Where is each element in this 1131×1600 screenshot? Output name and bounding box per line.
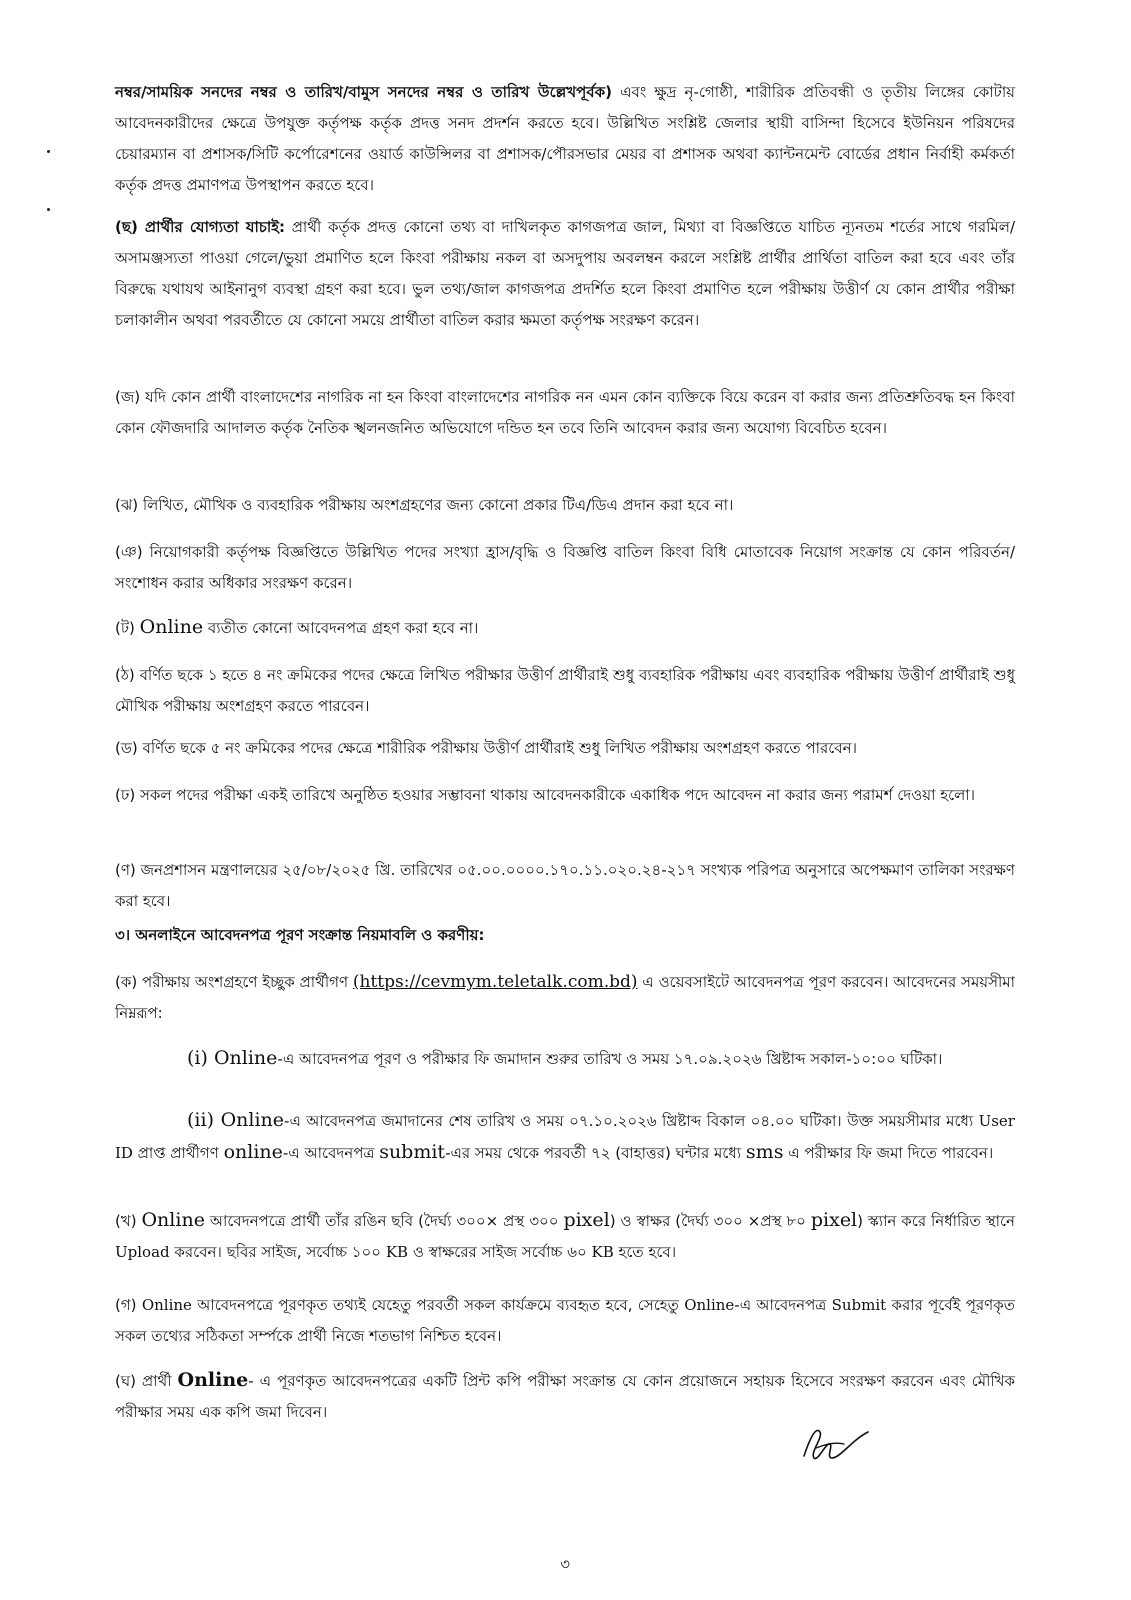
section3-gha-paragraph	[115, 1365, 1015, 1428]
section3-kha-text-3: ) স্ক্যান করে নির্ধারিত স্থানে	[857, 1212, 1015, 1230]
section3-heading: ৩। অনলাইনে আবেদনপত্র পূরণ সংক্রান্ত নিয়মাবলি ও করণীয়:	[115, 926, 485, 944]
section3-kha-online: Online	[141, 1209, 205, 1231]
item-tha-paragraph: (ঠ) বর্ণিত ছকে ১ হতে ৪ নং ক্রমিকের পদের ক্ষেত্রে লিখিত পরীক্ষার উত্তীর্ণ প্রার্থীরাই শুধু ব্যবহারিক পরীক্ষায় এবং ব্যবহারিক পরীক্ষায় উত্তীর্ণ প্রার্থীরাই শুধু মৌখিক পরীক্ষায় অংশগ্রহণ করতে পারবেন।	[115, 666, 1015, 715]
section3-ga-submit: Submit	[831, 1296, 887, 1314]
intro-text: এবং ক্ষুদ্র নৃ-গোষ্ঠী, শারীরিক প্রতিবন্ধী ও তৃতীয় লিঙ্গের কোটায় আবেদনকারীদের ক্ষেত্রে উপযুক্ত কর্তৃপক্ষ কর্তৃক প্রদত্ত সনদ প্রদর্শন করতে হবে। উল্লিখিত সংশ্লিষ্ট জেলার স্থায়ী বাসিন্দা হিসেবে ইউনিয়ন পরিষদের চেয়ারম্যান বা প্রশাসক/সিটি কর্পোরেশনের ওয়ার্ড কাউন্সিলর বা প্রশাসক/পৌরসভার মেয়র বা প্রশাসক অথবা ক্যান্টনমেন্ট বোর্ডের প্রধান নির্বাহী কর্মকর্তা কর্তৃক প্রদত্ত প্রমাণপত্র উপস্থাপন করতে হবে।	[115, 83, 1016, 194]
section3-ii-sms: sms	[745, 1141, 784, 1163]
section3-gha-text: - এ পূরণকৃত আবেদনপত্রের একটি প্রিন্ট কপি পরীক্ষা সংক্রান্ত যে কোন প্রয়োজনে সহায়ক হিসেবে সংরক্ষণ করবেন এবং মৌখিক পরীক্ষার সময় এক কপি জমা দিবেন।	[115, 1372, 1015, 1421]
section3-i-num: (i)	[187, 1047, 214, 1069]
section3-kha-paragraph	[115, 1205, 1015, 1268]
section3-kha-text-2: ) ও স্বাক্ষর (দৈর্ঘ্য ৩০০ ×প্রস্থ ৮০	[609, 1212, 811, 1230]
signature	[796, 1418, 876, 1468]
section3-ga-text-3: করার পূর্বেই পূরণকৃত সকল তথ্যের সঠিকতা সর্ম্পকে প্রার্থী নিজে শতভাগ নিশ্চিত হবেন।	[115, 1296, 1015, 1345]
section3-ga-text-2: -এ আবেদনপত্র	[734, 1296, 832, 1314]
section3-kha-kb-2: KB	[591, 1243, 614, 1261]
section3-ii-online2: online	[223, 1141, 283, 1163]
section3-ka-prefix: (ক) পরীক্ষায় অংশগ্রহণে ইচ্ছুক প্রার্থীগণ	[115, 973, 353, 991]
section3-ka-text: এ ওয়েবসাইটে আবেদনপত্র পূরণ করবেন। আবেদনের সময়সীমা নিম্নরূপ:	[115, 973, 1015, 1022]
margin-mark	[47, 208, 50, 211]
section3-i-online: Online	[213, 1047, 278, 1069]
section3-ii-submit: submit	[379, 1141, 446, 1163]
section3-kha-text-1: আবেদনপত্রে প্রার্থী তাঁর রঙিন ছবি (দৈর্ঘ্য ৩০০× প্রস্থ ৩০০	[204, 1212, 564, 1230]
section3-kha-pixel-1: pixel	[563, 1209, 610, 1231]
section3-kha-pixel-2: pixel	[810, 1209, 858, 1231]
item-na-paragraph: (ণ) জনপ্রশাসন মন্ত্রণালয়ের ২৫/০৮/২০২৫ খ্রি. তারিখের ০৫.০০.০০০০.১৭০.১১.০২০.২৪-২১৭ সংখ্যক পরিপত্র অনুসারে অপেক্ষমাণ তালিকা সংরক্ষণ করা হবে।	[115, 861, 1015, 910]
section3-ga-paragraph	[115, 1290, 1015, 1352]
item-cha-text: প্রার্থী কর্তৃক প্রদত্ত কোনো তথ্য বা দাখিলকৃত কাগজপত্র জাল, মিথ্যা বা বিজ্ঞপ্তিতে যাচিত ন্যূনতম শর্তের সাথে গরমিল/অসামঞ্জস্যতা পাওয়া গেলে/ভুয়া প্রমাণিত হলে কিংবা পরীক্ষায় নকল বা অসদুপায় অবলম্বন করলে সংশ্লিষ্ট প্রার্থীর প্রার্থিতা বাতিল করা হবে এবং তাঁর বিরুদ্ধে যথাযথ আইনানুগ ব্যবস্থা গ্রহণ করা হবে। ভুল তথ্য/জাল কাগজপত্র প্রদর্শিত হলে কিংবা প্রমাণিত হলে পরীক্ষায় উত্তীর্ণ যে কোন প্রার্থীর পরীক্ষা চলাকালীন অথবা পরবর্তীতে যে কোনো সময়ে প্রার্থীতা বাতিল করার ক্ষমতা কর্তৃপক্ষ সংরক্ষণ করেন।	[115, 218, 1015, 329]
item-ja-paragraph: (জ) যদি কোন প্রার্থী বাংলাদেশের নাগরিক না হন কিংবা বাংলাদেশের নাগরিক নন এমন কোন ব্যক্তিকে বিয়ে করেন বা করার জন্য প্রতিশ্রুতিবদ্ধ হন কিংবা কোন ফৌজদারি আদালত কর্তৃক নৈতিক স্খলনজনিত অভিযোগে দন্ডিত হন তবে তিনি আবেদন করার জন্য অযোগ্য বিবেচিত হবেন।	[115, 388, 1015, 437]
section3-ga-online2: Online	[684, 1296, 735, 1314]
section3-ii-userid: User ID	[115, 1112, 1015, 1162]
section3-kha-text-6: হতে হবে।	[613, 1243, 677, 1261]
section3-gha-prefix: (ঘ) প্রার্থী	[115, 1372, 178, 1390]
teletalk-url-link[interactable]: (https://cevmym.teletalk.com.bd)	[352, 972, 638, 992]
item-dha-paragraph: (ঢ) সকল পদের পরীক্ষা একই তারিখে অনুষ্ঠিত হওয়ার সম্ভাবনা থাকায় আবেদনকারীকে একাধিক পদে আবেদন না করার জন্য পরামর্শ দেওয়া হলো।	[115, 786, 975, 804]
section3-ka-paragraph	[115, 967, 1015, 1029]
section3-kha-prefix: (খ)	[115, 1212, 142, 1230]
section3-ii-online: Online	[220, 1109, 285, 1131]
section3-ii-text-1: -এ আবেদনপত্র জমাদানের শেষ তারিখ ও সময় ০৭.১০.২০২৬ খ্রিষ্টাব্দ বিকাল ০৪.০০ ঘটিকা। উক্ত সময়সীমার মধ্যে	[284, 1112, 979, 1130]
section3-ii-text-4: -এর সময় থেকে পরবর্তী ৭২ (বাহাত্তর) ঘন্টার মধ্যে	[445, 1144, 746, 1162]
section3-ii-text-2: প্রাপ্ত প্রার্থীগণ	[132, 1144, 224, 1162]
section3-ga-online: Online	[141, 1296, 192, 1314]
section3-ii-paragraph	[115, 1105, 1015, 1169]
section3-kha-text-4: করবেন। ছবির সাইজ, সর্বোচ্চ ১০০	[169, 1243, 386, 1261]
item-ta-online: Online	[139, 616, 204, 638]
item-ta-paragraph	[115, 612, 1015, 644]
margin-mark	[47, 150, 50, 153]
section3-i-paragraph	[115, 1043, 1015, 1075]
section3-gha-online: Online	[177, 1369, 249, 1391]
section3-kha-upload: Upload	[115, 1243, 170, 1261]
intro-paragraph	[115, 77, 1015, 201]
intro-bold-lead: নম্বর/সাময়িক সনদের নম্বর ও তারিখ/বামুস সনদের নম্বর ও তারিখ উল্লেখপূর্বক)	[115, 83, 613, 101]
section3-ii-text-5: এ পরীক্ষার ফি জমা দিতে পারবেন।	[783, 1144, 994, 1162]
item-nya-paragraph: (ঞ) নিয়োগকারী কর্তৃপক্ষ বিজ্ঞপ্তিতে উল্লিখিত পদের সংখ্যা হ্রাস/বৃদ্ধি ও বিজ্ঞপ্তি বাতিল কিংবা বিধি মোতাবেক নিয়োগ সংক্রান্ত যে কোন পরিবর্তন/সংশোধন করার অধিকার সংরক্ষণ করেন।	[115, 543, 1015, 592]
item-da-paragraph: (ড) বর্ণিত ছকে ৫ নং ক্রমিকের পদের ক্ষেত্রে শারীরিক পরীক্ষায় উত্তীর্ণ প্রার্থীরাই শুধু লিখিত পরীক্ষায় অংশগ্রহণ করতে পারবেন।	[115, 739, 857, 757]
section3-ga-text-1: আবেদনপত্রে পূরণকৃত তথ্যই যেহেতু পরবর্তী সকল কার্যক্রমে ব্যবহৃত হবে, সেহেতু	[191, 1296, 685, 1314]
item-jha-paragraph: (ঝ) লিখিত, মৌখিক ও ব্যবহারিক পরীক্ষায় অংশগ্রহণের জন্য কোনো প্রকার টিএ/ডিএ প্রদান করা হবে না।	[115, 496, 734, 514]
section3-kha-kb-1: KB	[385, 1243, 409, 1261]
item-ta-prefix: (ট)	[115, 619, 140, 637]
item-cha-paragraph	[115, 212, 1015, 336]
section3-kha-text-5: ও স্বাক্ষরের সাইজ সর্বোচ্চ ৬০	[408, 1243, 592, 1261]
section3-ii-num: (ii)	[187, 1109, 221, 1131]
section3-i-text: -এ আবেদনপত্র পূরণ ও পরীক্ষার ফি জমাদান শুরুর তারিখ ও সময় ১৭.০৯.২০২৬ খ্রিষ্টাব্দ সকাল-১০:০০ ঘটিকা।	[277, 1050, 943, 1068]
item-cha-lead: (ছ) প্রার্থীর যোগ্যতা যাচাই:	[115, 218, 286, 236]
page-number: ৩	[560, 1555, 570, 1573]
item-ta-text: ব্যতীত কোনো আবেদনপত্র গ্রহণ করা হবে না।	[203, 619, 479, 637]
section3-ga-prefix: (গ)	[115, 1296, 142, 1314]
section3-ii-text-3: -এ আবেদনপত্র	[282, 1144, 380, 1162]
